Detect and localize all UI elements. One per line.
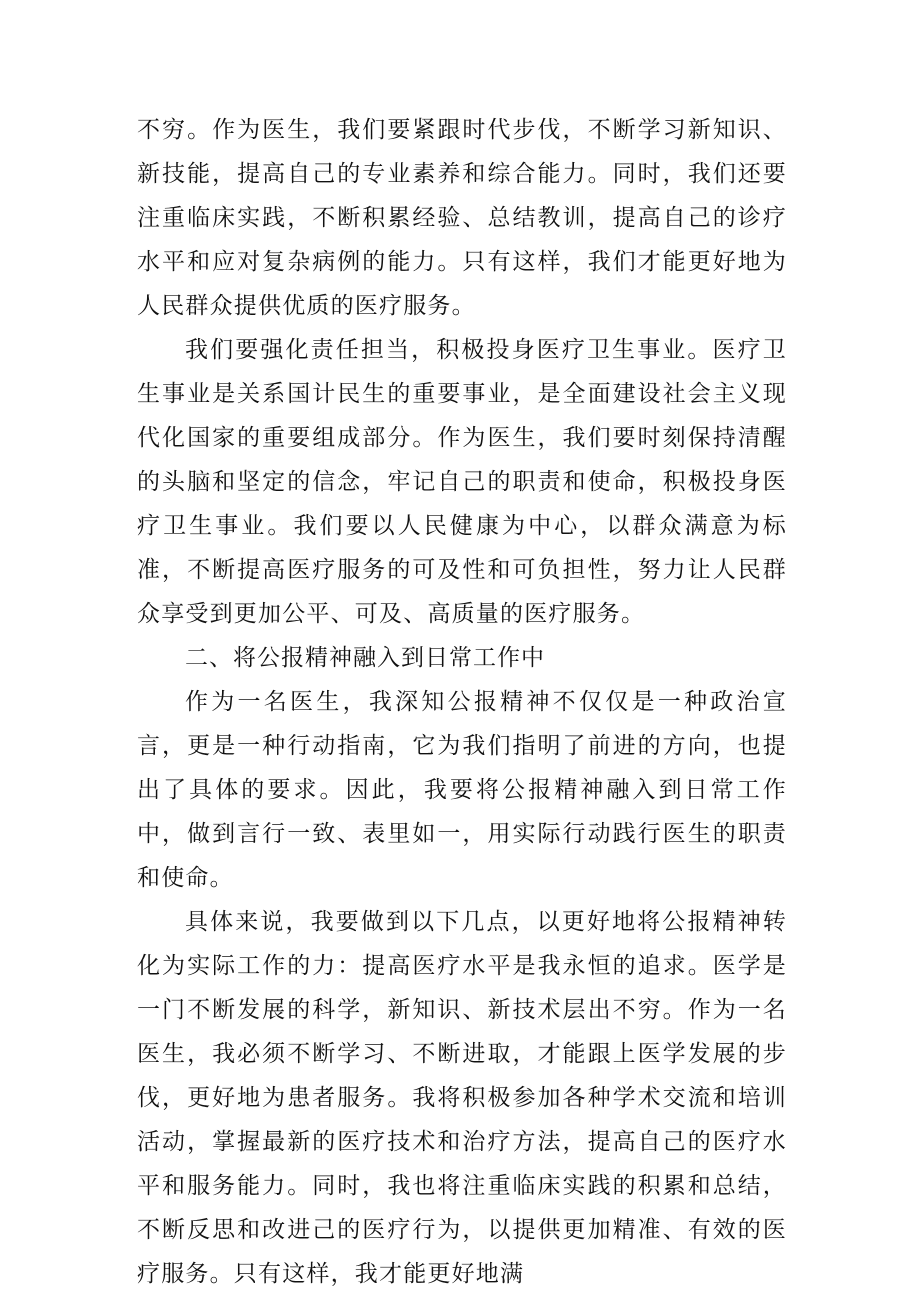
paragraph-integration: 作为一名医生，我深知公报精神不仅仅是一种政治宣言，更是一种行动指南，它为我们指明了前进的方向，也提出了具体的要求。因此，我要将公报精神融入到日常工作中，做到言行一致、表里如一，用实际行动践行医生的职责和使命。 <box>137 689 787 891</box>
document-body <box>137 108 787 1296</box>
section-heading: 二、将公报精神融入到日常工作中 <box>185 645 545 671</box>
paragraph-continuation: 不穷。作为医生，我们要紧跟时代步伐，不断学习新知识、新技能，提高自己的专业素养和综合能力。同时，我们还要注重临床实践，不断积累经验、总结教训，提高自己的诊疗水平和应对复杂病例的能力。只有这样，我们才能更好地为人民群众提供优质的医疗服务。 <box>137 117 787 319</box>
paragraph-specifics: 具体来说，我要做到以下几点，以更好地将公报精神转化为实际工作的力：提高医疗水平是我永恒的追求。医学是一门不断发展的科学，新知识、新技术层出不穷。作为一名医生，我必须不断学习、不断进取，才能跟上医学发展的步伐，更好地为患者服务。我将积极参加各种学术交流和培训活动，掌握最新的医疗技术和治疗方法，提高自己的医疗水平和服务能力。同时，我也将注重临床实践的积累和总结，不断反思和改进己的医疗行为，以提供更加精准、有效的医疗服务。只有这样，我才能更好地满 <box>137 909 787 1287</box>
paragraph-responsibility: 我们要强化责任担当，积极投身医疗卫生事业。医疗卫生事业是关系国计民生的重要事业，是全面建设社会主义现代化国家的重要组成部分。作为医生，我们要时刻保持清醒的头脑和坚定的信念，牢记自己的职责和使命，积极投身医疗卫生事业。我们要以人民健康为中心，以群众满意为标准，不断提高医疗服务的可及性和可负担性，努力让人民群众享受到更加公平、可及、高质量的医疗服务。 <box>137 337 787 627</box>
